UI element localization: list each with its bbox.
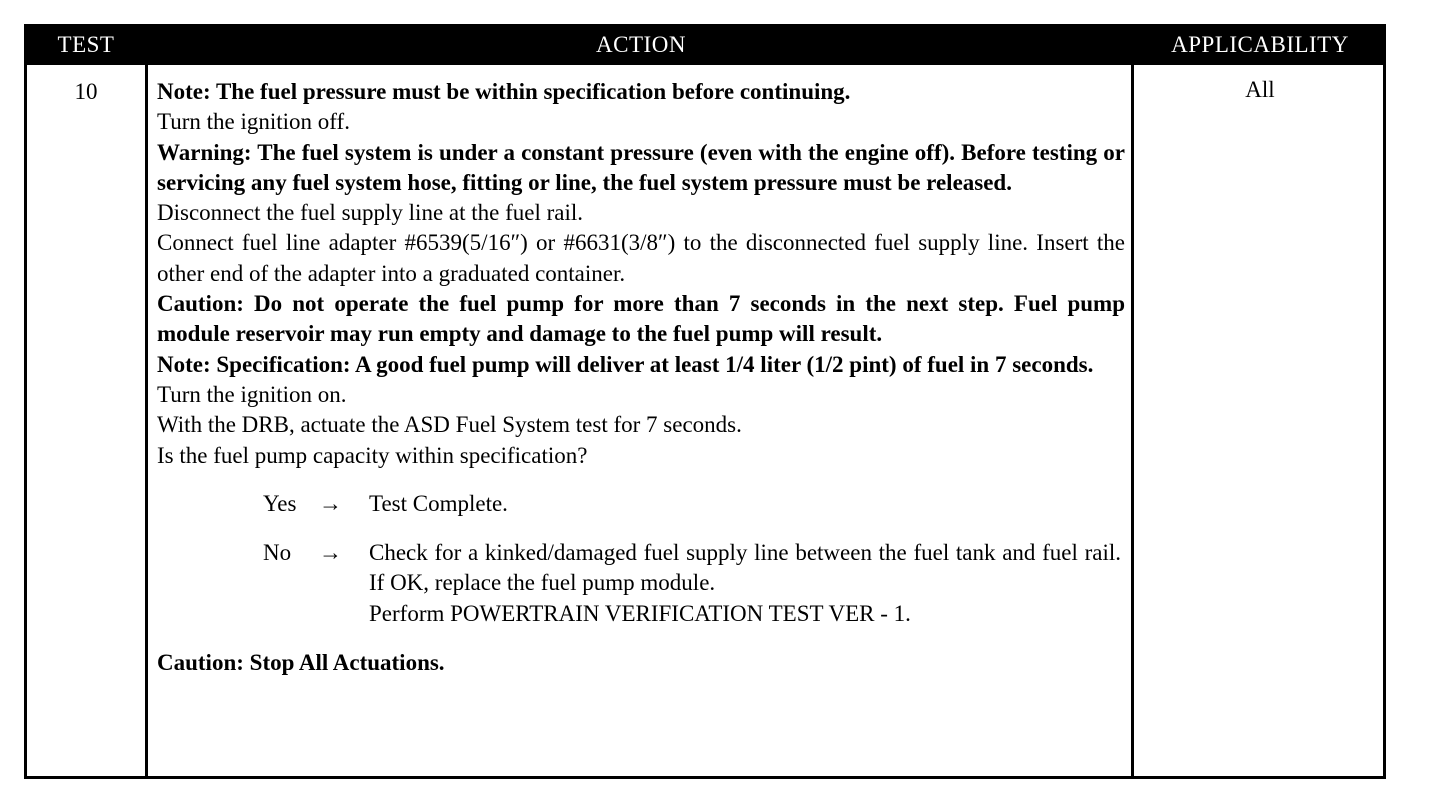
step-ignition-on: Turn the ignition on.: [157, 381, 347, 407]
column-divider: [145, 65, 148, 776]
action-cell: [157, 77, 1125, 678]
option-yes: [157, 489, 1125, 519]
step-connect-adapter: Connect fuel line adapter #6539(5/16″) or #6631(3/8″) to the disconnected fuel supply line. Insert the other end of the adapter into a graduated container.: [157, 230, 1125, 286]
option-no-text-block: [369, 538, 1121, 629]
caution-pump-time: Caution: Do not operate the fuel pump for more than 7 seconds in the next step. Fuel pump module reservoir may run empty and damage to the fuel pump will result.: [157, 291, 1125, 347]
option-no-text: Check for a kinked/damaged fuel supply line between the fuel tank and fuel rail. If OK, replace the fuel pump module.: [369, 540, 1121, 596]
option-no-verification: Perform POWERTRAIN VERIFICATION TEST VER - 1.: [369, 600, 911, 626]
note-pressure: Note: The fuel pressure must be within specification before continuing.: [157, 79, 851, 104]
diagnostic-table: [24, 24, 1386, 779]
header-action: ACTION: [596, 32, 686, 57]
option-no-label: No: [263, 540, 292, 566]
step-disconnect: Disconnect the fuel supply line at the fuel rail.: [157, 200, 584, 226]
column-divider: [1131, 65, 1134, 776]
arrow-right-icon: →: [319, 490, 342, 516]
step-ignition-off: Turn the ignition off.: [157, 109, 350, 135]
arrow-right-icon: →: [319, 540, 342, 566]
step-actuate-test: With the DRB, actuate the ASD Fuel System test for 7 seconds.: [157, 412, 742, 438]
applicability-value: All: [1245, 77, 1275, 102]
option-no: [157, 538, 1125, 629]
question: Is the fuel pump capacity within specification?: [157, 442, 588, 468]
table-header: [27, 27, 1383, 65]
caution-stop-actuations: Caution: Stop All Actuations.: [157, 650, 445, 676]
test-number: 10: [74, 79, 98, 104]
note-specification: Note: Specification: A good fuel pump will deliver at least 1/4 liter (1/2 pint) of fuel in 7 seconds.: [157, 351, 1094, 377]
warning-pressure: Warning: The fuel system is under a constant pressure (even with the engine off). Before testing or servicing any fuel system hose, fitting or line, the fuel system pressure must be released.: [157, 139, 1125, 195]
option-yes-text: Test Complete.: [369, 490, 508, 516]
header-test: TEST: [57, 32, 115, 57]
option-yes-label: Yes: [263, 490, 297, 516]
answer-options: [157, 489, 1125, 629]
header-applicability: APPLICABILITY: [1171, 32, 1349, 57]
